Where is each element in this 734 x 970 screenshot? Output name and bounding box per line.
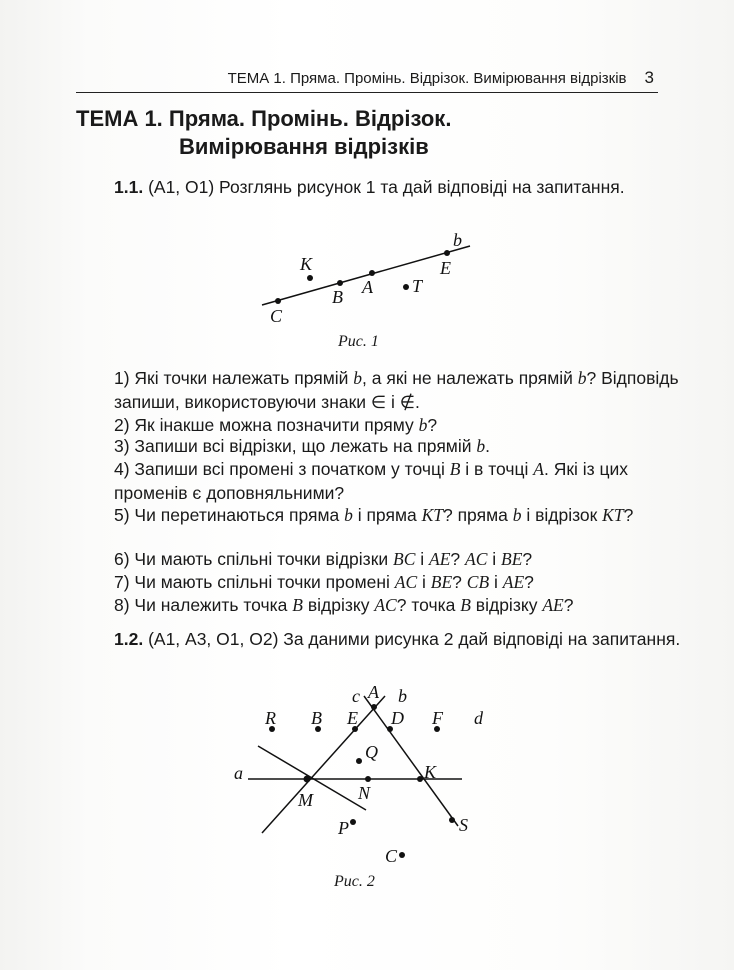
figure-1-caption: Рис. 1 xyxy=(338,333,379,350)
label-d: D xyxy=(391,708,404,728)
question-7: 7) Чи мають спільні точки промені AC і BE? CB і AE? xyxy=(114,572,534,592)
label-p: P xyxy=(338,818,349,838)
label-r: R xyxy=(265,708,276,728)
point-s xyxy=(449,817,455,823)
point-a xyxy=(371,704,377,710)
label-c-line: c xyxy=(352,686,360,706)
label-a: A xyxy=(362,277,373,297)
line-c xyxy=(262,696,385,833)
label-k: K xyxy=(424,762,437,782)
label-d-line: d xyxy=(474,708,483,728)
page-number: 3 xyxy=(644,68,654,87)
task-1-2-text: (А1, А3, О1, О2) За даними рисунка 2 дай відповіді на запитання. xyxy=(143,629,681,649)
question-5: 5) Чи перетинаються пряма b і пряма KT? пряма b і відрізок KT? xyxy=(114,505,634,525)
question-8: 8) Чи належить точка B відрізку AC? точка B відрізку AE? xyxy=(114,595,574,615)
topic-title-line2: Вимірювання відрізків xyxy=(179,134,429,159)
label-c-point: C xyxy=(385,846,398,866)
label-e: E xyxy=(347,708,358,728)
question-1: 1) Які точки належать прямій b, а які не належать прямій b? Відповідь запиши, використовуючи знаки ∈ і ∉. xyxy=(114,368,679,412)
label-f: F xyxy=(432,708,443,728)
label-s: S xyxy=(459,815,468,835)
label-e: E xyxy=(440,258,451,278)
running-title: ТЕМА 1. Пряма. Промінь. Відрізок. Вимірювання відрізків xyxy=(227,70,627,87)
label-c: C xyxy=(270,306,283,326)
point-m xyxy=(304,776,311,783)
question-3: 3) Запиши всі відрізки, що лежать на прямій b. xyxy=(114,436,490,456)
topic-title-line1: ТЕМА 1. Пряма. Промінь. Відрізок. xyxy=(76,106,452,131)
label-b-point: B xyxy=(311,708,322,728)
label-t: T xyxy=(412,276,423,296)
line-b xyxy=(364,696,458,826)
task-1-1-number: 1.1. xyxy=(114,177,144,197)
label-a-point: A xyxy=(368,682,379,702)
point-q xyxy=(356,758,362,764)
point-p xyxy=(350,819,356,825)
question-2: 2) Як інакше можна позначити пряму b? xyxy=(114,415,438,435)
figure-2-caption: Рис. 2 xyxy=(334,873,375,890)
task-1-1-text: (А1, О1) Розглянь рисунок 1 та дай відповіді на запитання. xyxy=(143,177,625,197)
label-a-line: a xyxy=(234,763,243,783)
label-q: Q xyxy=(365,742,378,762)
label-b-point: B xyxy=(332,287,343,307)
task-1-2-number: 1.2. xyxy=(114,629,144,649)
label-b-line: b xyxy=(398,686,407,706)
point-n xyxy=(365,776,371,782)
question-6: 6) Чи мають спільні точки відрізки BC і AE? AC і BE? xyxy=(114,549,533,569)
point-k xyxy=(417,776,423,782)
label-b-line: b xyxy=(453,230,462,250)
label-m: M xyxy=(298,790,313,810)
label-n: N xyxy=(358,783,371,803)
point-c xyxy=(399,852,405,858)
question-4: 4) Запиши всі промені з початком у точці B і в точці A. Які із цих променів є доповняльними? xyxy=(114,459,629,503)
label-k: K xyxy=(300,254,313,274)
